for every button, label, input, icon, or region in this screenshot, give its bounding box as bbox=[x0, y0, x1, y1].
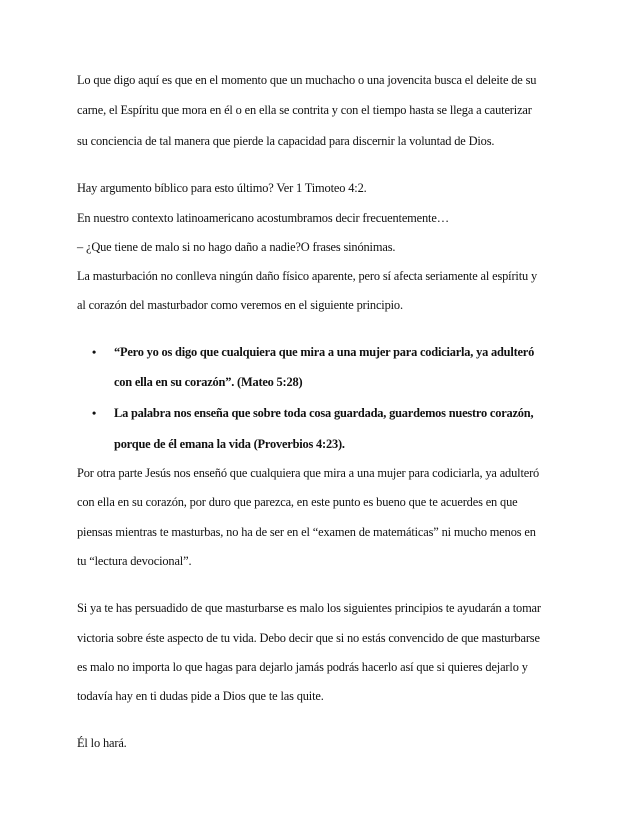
bullet-marker-2: • bbox=[92, 406, 97, 420]
paragraph-1-line-1: Lo que digo aquí es que en el momento que un muchacho o una jovencita busca el deleite de su bbox=[77, 73, 537, 87]
bullet-1-line-2: con ella en su corazón”. (Mateo 5:28) bbox=[114, 375, 303, 389]
paragraph-3-line-3: piensas mientras te masturbas, no ha de ser en el “examen de matemáticas” ni mucho menos en bbox=[77, 525, 536, 539]
paragraph-4-line-2: victoria sobre éste aspecto de tu vida. Debo decir que si no estás convencido de que masturbarse bbox=[77, 631, 540, 645]
paragraph-2-line-3: – ¿Que tiene de malo si no hago daño a nadie?O frases sinónimas. bbox=[77, 240, 396, 254]
paragraph-3-line-4: tu “lectura devocional”. bbox=[77, 554, 192, 568]
paragraph-2-line-5: al corazón del masturbador como veremos en el siguiente principio. bbox=[77, 298, 403, 312]
bullet-1-line-1: “Pero yo os digo que cualquiera que mira a una mujer para codiciarla, ya adulteró bbox=[114, 345, 535, 359]
closing-line: Él lo hará. bbox=[77, 736, 127, 750]
paragraph-1-line-3: su conciencia de tal manera que pierde la capacidad para discernir la voluntad de Dios. bbox=[77, 134, 495, 148]
paragraph-3-line-2: con ella en su corazón, por duro que parezca, en este punto es bueno que te acuerdes en que bbox=[77, 495, 518, 509]
paragraph-2-line-2: En nuestro contexto latinoamericano acostumbramos decir frecuentemente… bbox=[77, 211, 449, 225]
paragraph-1-line-2: carne, el Espíritu que mora en él o en ella se contrita y con el tiempo hasta se llega a cauterizar bbox=[77, 103, 532, 117]
paragraph-4-line-3: es malo no importa lo que hagas para dejarlo jamás podrás hacerlo así que si quieres dejarlo y bbox=[77, 660, 528, 674]
paragraph-3-line-1: Por otra parte Jesús nos enseñó que cualquiera que mira a una mujer para codiciarla, ya adulteró bbox=[77, 466, 540, 480]
paragraph-4-line-4: todavía hay en ti dudas pide a Dios que te las quite. bbox=[77, 689, 324, 703]
paragraph-2-line-4: La masturbación no conlleva ningún daño físico aparente, pero sí afecta seriamente al espíritu y bbox=[77, 269, 538, 283]
paragraph-2-line-1: Hay argumento bíblico para esto último? Ver 1 Timoteo 4:2. bbox=[77, 181, 367, 195]
bullet-2-line-2: porque de él emana la vida (Proverbios 4:23). bbox=[114, 437, 345, 451]
bullet-marker-1: • bbox=[92, 345, 97, 359]
paragraph-4-line-1: Si ya te has persuadido de que masturbarse es malo los siguientes principios te ayudarán a tomar bbox=[77, 601, 541, 615]
bullet-2-line-1: La palabra nos enseña que sobre toda cosa guardada, guardemos nuestro corazón, bbox=[114, 406, 534, 420]
